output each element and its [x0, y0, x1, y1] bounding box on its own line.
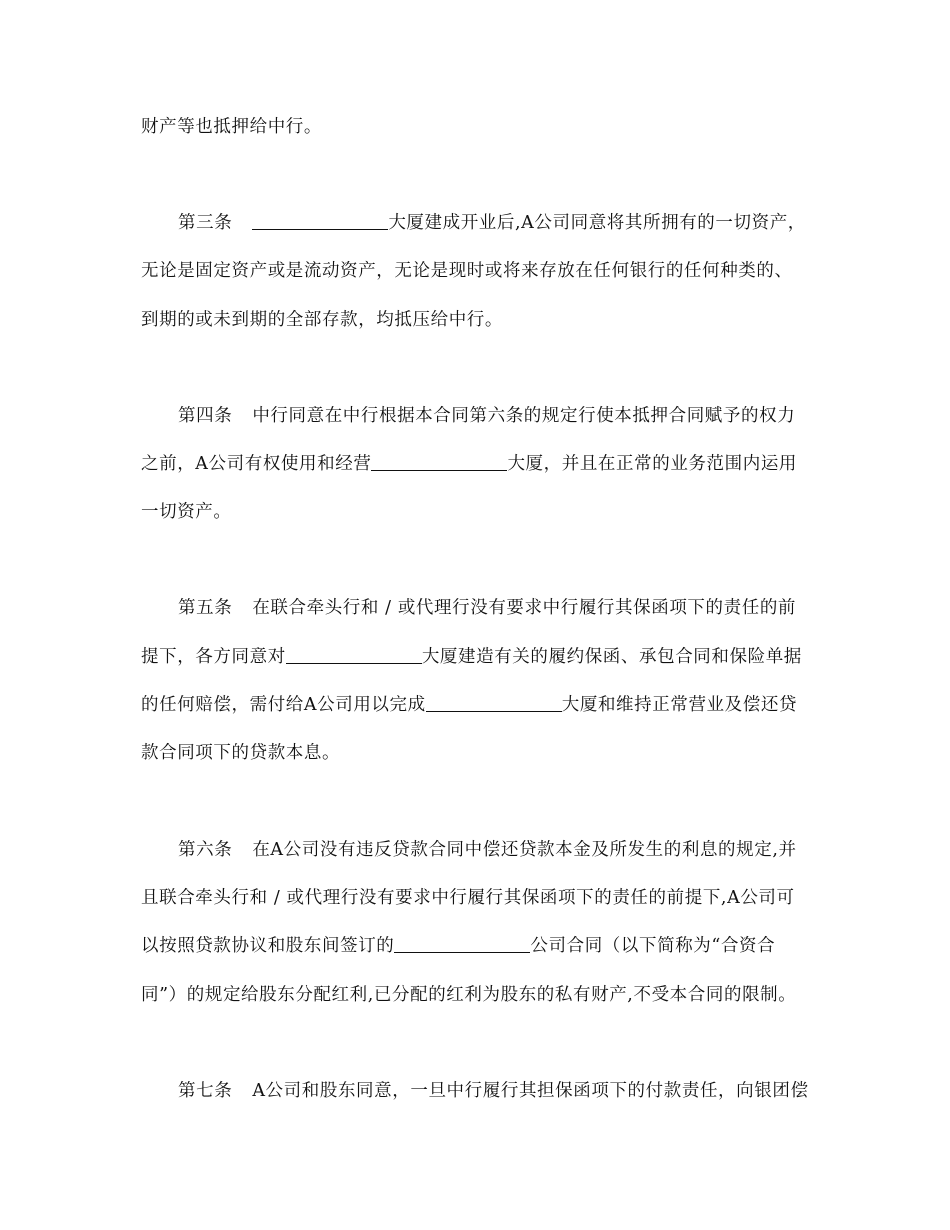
article-5-line-4: [141, 741, 340, 765]
article-6-line-1: [178, 838, 797, 862]
fill-in-blank[interactable]: [426, 693, 562, 712]
paragraph-text: 中行同意在中行根据本合同第六条的规定行使本抵押合同赋予的权力: [252, 406, 796, 426]
article-6-line-4: [141, 983, 796, 1007]
paragraph-text: 的任何赔偿，需付给A公司用以完成: [141, 695, 426, 715]
article-4-line-2: [141, 452, 797, 476]
paragraph-text: 款合同项下的贷款本息。: [141, 743, 341, 763]
article-6-line-3: [141, 934, 775, 958]
paragraph-text: 同”）的规定给股东分配红利,已分配的红利为股东的私有财产,不受本合同的限制。: [141, 985, 797, 1005]
article-4-line-1: [178, 404, 795, 428]
article-label: 第三条: [178, 213, 233, 233]
paragraph-continuation: [141, 115, 322, 139]
paragraph-text: 财产等也抵押给中行。: [141, 117, 322, 137]
fill-in-blank[interactable]: [371, 452, 507, 471]
article-7-line-1: [178, 1079, 809, 1103]
paragraph-text: 之前，A公司有权使用和经营: [141, 454, 372, 474]
article-6-line-2: [141, 886, 795, 910]
paragraph-text: 提下，各方同意对: [141, 647, 286, 667]
article-label: 第四条: [178, 406, 233, 426]
article-3-line-3: [141, 308, 503, 332]
paragraph-text: A公司和股东同意，一旦中行履行其担保函项下的付款责任，向银团偿: [252, 1081, 809, 1101]
paragraph-text: 无论是固定资产或是流动资产，无论是现时或将来存放在任何银行的任何种类的、: [141, 261, 793, 281]
article-5-line-1: [178, 596, 796, 620]
article-4-line-3: [141, 500, 232, 524]
article-3-line-2: [141, 259, 793, 283]
fill-in-blank[interactable]: [252, 211, 388, 230]
paragraph-text: 且联合牵头行和 / 或代理行没有要求中行履行其保函项下的责任的前提下,A公司可: [141, 888, 795, 908]
article-3-line-1: [178, 211, 806, 235]
paragraph-text: 大厦和维持正常营业及偿还贷: [561, 695, 798, 715]
article-5-line-3: [141, 693, 797, 717]
paragraph-text: 大厦建成开业后,A公司同意将其所拥有的一切资产，: [388, 213, 806, 233]
paragraph-text: 在联合牵头行和 / 或代理行没有要求中行履行其保函项下的责任的前: [252, 598, 797, 618]
fill-in-blank[interactable]: [286, 645, 422, 664]
article-label: 第七条: [178, 1081, 233, 1101]
article-5-line-2: [141, 645, 802, 669]
article-label: 第六条: [178, 840, 233, 860]
paragraph-text: 大厦建造有关的履约保函、承包合同和保险单据: [421, 647, 802, 667]
paragraph-text: 以按照贷款协议和股东间签订的: [141, 936, 395, 956]
article-label: 第五条: [178, 598, 233, 618]
paragraph-text: 大厦，并且在正常的业务范围内运用: [507, 454, 798, 474]
paragraph-text: 在A公司没有违反贷款合同中偿还贷款本金及所发生的利息的规定,并: [252, 840, 797, 860]
fill-in-blank[interactable]: [394, 934, 530, 953]
paragraph-text: 到期的或未到期的全部存款，均抵压给中行。: [141, 310, 503, 330]
paragraph-text: 公司合同（以下简称为“合资合: [530, 936, 776, 956]
paragraph-text: 一切资产。: [141, 502, 232, 522]
